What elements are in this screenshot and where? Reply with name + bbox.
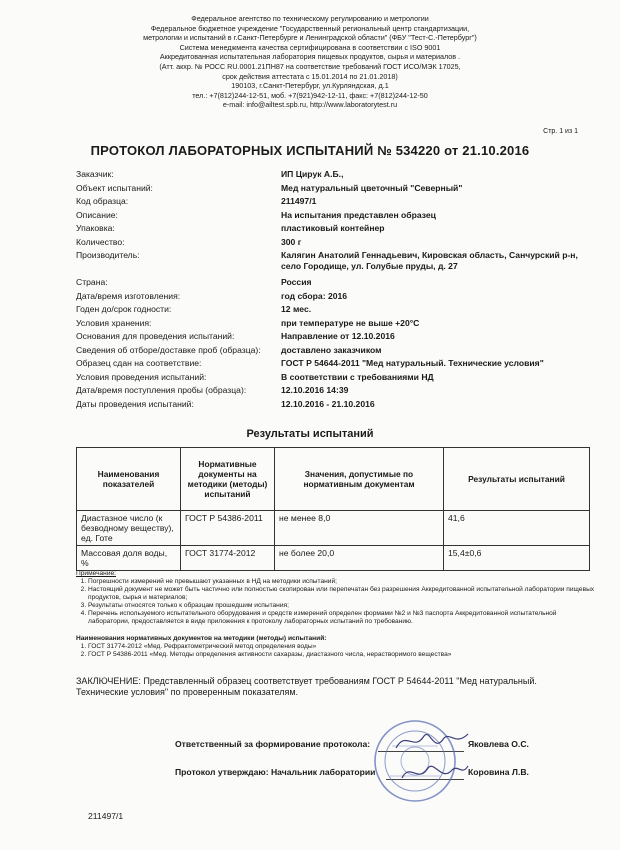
header-line: (Атт. акхр. № РОСС RU.0001.21ПН87 на соответствие требований ГОСТ ИСО/МЭК 17025, [159,61,461,71]
cell-method: ГОСТ Р 54386-2011 [181,511,275,546]
field-row [76,277,596,291]
field-row [76,169,596,183]
field-value: 12 мес. [281,304,312,314]
cell-norm: не более 20,0 [275,546,444,571]
table-row [77,511,590,546]
field-row [76,372,596,386]
field-value: Мед натуральный цветочный "Северный" [281,182,463,193]
results-title: Результаты испытаний [246,428,374,440]
field-value: На испытания представлен образец [281,209,436,220]
document-code: 211497/1 [88,811,124,821]
field-row [76,196,596,210]
field-label: Сведения об отборе/доставке проб (образца): [76,344,261,355]
field-value: ИП Цирук А.Б., [281,169,344,179]
results-table [76,447,590,571]
responsible-label: Ответственный за формирование протокола: [175,739,371,749]
note-item: 3. Результаты относятся только к образцам прошедшим испытания; [88,602,596,610]
field-label: Условия проведения испытаний: [76,371,207,382]
header-line: метрологии и испытаний в г.Санкт-Петербурге и Ленинградской области" (ФБУ "Тест-С.-Петербург") [143,33,477,43]
field-value: пластиковый контейнер [281,223,385,233]
field-value: 300 г [281,236,302,247]
field-row [76,183,596,197]
field-value: Россия [281,277,312,287]
notes-section [76,570,596,626]
methods-heading: Наименования нормативных документов на методики (методы) испытаний: [76,635,327,642]
field-value: Калягин Анатолий Геннадьевич, Кировская область, Санчурский р-н, село Городище, ул. Голубые пруды, д. 27 [281,250,578,271]
field-value: ГОСТ Р 54644-2011 "Мед натуральный. Технические условия" [281,358,544,368]
field-value: доставлено заказчиком [281,344,382,355]
field-value: Направление от 12.10.2016 [281,331,395,341]
field-label: Количество: [76,236,125,247]
organization-header [100,14,520,110]
signature-scribble-2 [398,758,470,788]
header-line: Система менеджмента качества сертифицирована в соответствии с ISO 9001 [179,42,441,52]
field-label: Дата/время изготовления: [76,290,181,301]
field-label: Описание: [76,209,118,220]
column-header: Результаты испытаний [444,448,590,511]
cell-indicator: Массовая доля воды, % [77,546,181,571]
field-label: Даты проведения испытаний: [76,398,194,409]
page-number: Стр. 1 из 1 [543,128,578,135]
column-header: Наименования показателей [77,448,181,511]
header-line: Федеральное бюджетное учреждение "Государственный региональный центр стандартизации, [150,23,470,33]
approved-name: Коровина Л.В. [468,767,529,777]
field-label: Страна: [76,277,108,287]
field-label: Годен до/срок годности: [76,304,172,314]
field-row [76,358,596,372]
approved-label: Протокол утверждаю: Начальник лаборатории [175,767,376,777]
cell-norm: не менее 8,0 [275,511,444,546]
field-row [76,399,596,413]
field-label: Упаковка: [76,223,115,233]
field-value: 12.10.2016 - 21.10.2016 [281,398,375,409]
methods-section [76,635,596,659]
field-row [76,210,596,224]
field-value: год сбора: 2016 [281,290,348,301]
field-label: Основания для проведения испытаний: [76,331,235,341]
cell-result: 41,6 [444,511,590,546]
protocol-title: ПРОТОКОЛ ЛАБОРАТОРНЫХ ИСПЫТАНИЙ № 534220 от 21.10.2016 [90,143,530,158]
field-label: Производитель: [76,250,140,260]
header-line: Аккредитованная испытательная лаборатория пищевых продуктов, сырья и материалов . [159,52,461,62]
table-header-row [77,448,590,511]
header-line: срок действия аттестата с 15.01.2014 по 21.01.2018) [222,71,398,81]
field-row [76,385,596,399]
field-row [76,331,596,345]
field-label: Объект испытаний: [76,182,153,193]
column-header: Значения, допустимые по нормативным документам [275,448,444,511]
field-value: 12.10.2016 14:39 [281,385,349,395]
field-row [76,291,596,305]
note-item: 2. Настоящий документ не может быть частично или полностью скопирован или перепечатан без разрешения Аккредитованной испытательной лаборатории пищевых продуктов, сырья и материалов; [88,586,596,602]
field-value: 211497/1 [281,196,317,206]
header-line: 190103, г.Санкт-Петербург, ул.Курляндская, д.1 [231,81,389,91]
header-line: тел.: +7(812)244-12-51, моб. +7(921)942-12-11, факс: +7(812)244-12-50 [192,90,428,100]
field-value: при температуре не выше +20°С [281,317,420,328]
header-line: e-mail: info@ailtest.spb.ru, http://www.laboratorytest.ru [222,100,398,110]
field-value: В соответствии с требованиями НД [281,371,434,382]
cell-indicator: Диастазное число (к безводному веществу), ед. Готе [77,511,181,546]
table-row [77,546,590,571]
conclusion: ЗАКЛЮЧЕНИЕ: Представленный образец соответствует требованиям ГОСТ Р 54644-2011 "Мед натуральный. Технические условия" по проверенным показателям. [76,676,537,697]
column-header: Нормативные документы на методики (методы) испытаний [181,448,275,511]
note-item: 4. Перечень используемого испытательного оборудования и средств измерений определен формами №2 и №3 паспорта Аккредитованной испытательной лаборатории, предоставляется в виде приложения к протоколу лабораторных испытаний по требованию. [88,610,596,626]
header-line: Федеральное агентство по техническому регулированию и метрологии [191,14,429,23]
field-row [76,223,596,237]
cell-result: 15,4±0,6 [444,546,590,571]
field-row [76,304,596,318]
notes-heading: Примечание: [76,570,116,577]
field-label: Дата/время поступления пробы (образца): [76,385,247,395]
cell-method: ГОСТ 31774-2012 [181,546,275,571]
field-label: Условия хранения: [76,317,152,328]
responsible-name: Яковлева О.С. [468,739,529,749]
note-item: 1. Погрешности измерений не превышают указанных в НД на методики испытаний; [88,578,596,586]
method-item: 2. ГОСТ Р 54386-2011 «Мед. Методы определения активности сахаразы, диастазного числа, нерастворимого вещества» [88,651,596,659]
field-row [76,318,596,332]
field-row [76,237,596,251]
field-label: Образец сдан на соответствие: [76,358,202,368]
sample-info [76,169,596,412]
field-row [76,250,596,277]
signature-scribble-1 [392,724,472,758]
field-label: Заказчик: [76,169,114,179]
method-item: 1. ГОСТ 31774-2012 «Мед. Рефрактометрический метод определения воды» [88,643,596,651]
field-label: Код образца: [76,196,129,206]
field-row [76,345,596,359]
